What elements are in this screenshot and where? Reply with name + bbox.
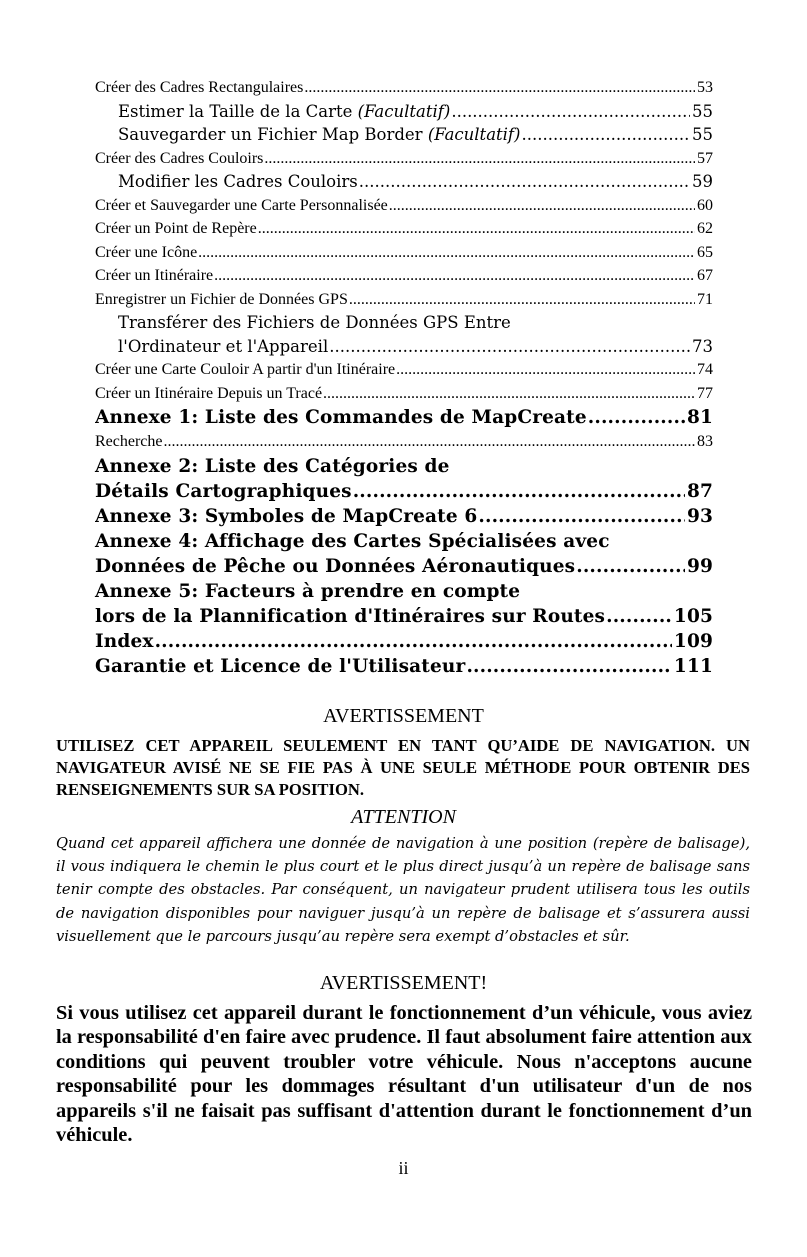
toc-entry-page: 71 (697, 290, 713, 308)
toc-entry-title-line1[interactable]: Annexe 4: Affichage des Cartes Spécialisées avec (95, 530, 610, 552)
toc-entry-title: Enregistrer un Fichier de Données GPS (95, 290, 348, 308)
toc-entry[interactable] (95, 358, 713, 382)
toc-entry[interactable] (95, 241, 713, 265)
toc-entry[interactable] (95, 382, 713, 406)
toc-entry-page: 73 (692, 336, 713, 356)
toc-entry-page: 55 (692, 125, 713, 144)
toc-entry[interactable] (95, 479, 713, 504)
toc-entry-page: 99 (686, 555, 713, 577)
toc-leader (451, 100, 690, 124)
toc-leader (304, 76, 695, 100)
table-of-contents (95, 76, 713, 679)
toc-entry[interactable] (95, 264, 713, 288)
toc-entry[interactable] (95, 147, 713, 171)
toc-leader (353, 479, 685, 504)
toc-entry-title: Créer des Cadres Rectangulaires (95, 79, 304, 96)
toc-leader (214, 264, 695, 288)
toc-leader (466, 654, 671, 679)
toc-entry[interactable] (95, 554, 713, 579)
toc-entry-title: Index (95, 630, 154, 652)
toc-entry-title: Détails Cartographiques (95, 480, 352, 502)
toc-entry[interactable] (95, 170, 713, 194)
toc-entry-title-line1[interactable]: Annexe 5: Facteurs à prendre en compte (95, 580, 521, 602)
toc-entry-page: 59 (692, 172, 713, 191)
toc-leader (478, 504, 685, 529)
toc-entry[interactable] (95, 654, 713, 679)
toc-entry-title: Garantie et Licence de l'Utilisateur (95, 655, 466, 677)
toc-entry-title-line1[interactable]: Annexe 2: Liste des Catégories de (95, 455, 450, 477)
toc-leader (323, 382, 695, 406)
toc-leader (329, 335, 690, 359)
toc-entry-page: 57 (697, 149, 713, 167)
toc-leader (164, 430, 695, 454)
toc-entry[interactable] (95, 335, 713, 359)
toc-entry-title: Créer une Icône (95, 243, 198, 261)
toc-entry-page: 81 (686, 407, 713, 428)
toc-leader (198, 241, 695, 265)
toc-entry-page: 111 (673, 655, 713, 677)
toc-entry[interactable] (95, 604, 713, 629)
attention-title: ATTENTION (351, 806, 456, 828)
toc-leader (349, 288, 695, 312)
toc-entry-page: 77 (697, 384, 713, 402)
warning2-title: AVERTISSEMENT! (319, 972, 488, 994)
toc-entry[interactable] (95, 288, 713, 312)
toc-entry-page: 67 (697, 267, 713, 284)
toc-leader (588, 405, 685, 430)
toc-entry[interactable] (95, 123, 713, 147)
toc-entry[interactable] (95, 194, 713, 218)
toc-entry-title: Estimer la Taille de la Carte (Facultatif) (118, 101, 451, 121)
toc-entry-page: 62 (697, 220, 713, 237)
toc-entry-title: Créer un Itinéraire (95, 267, 214, 284)
warning-title: AVERTISSEMENT (323, 705, 484, 727)
toc-entry[interactable] (95, 405, 713, 430)
toc-entry-title: Données de Pêche ou Données Aéronautiques (95, 555, 576, 577)
toc-entry[interactable] (95, 504, 713, 529)
toc-leader (359, 170, 690, 194)
toc-leader (606, 604, 672, 629)
page-number: ii (398, 1158, 409, 1178)
toc-entry-page: 93 (686, 505, 713, 527)
toc-entry-page: 60 (697, 196, 713, 214)
toc-entry-title: Annexe 1: Liste des Commandes de MapCreate (95, 407, 587, 428)
toc-entry[interactable] (95, 100, 713, 124)
toc-entry-title: Annexe 3: Symboles de MapCreate 6 (95, 505, 478, 527)
toc-leader (155, 629, 672, 654)
toc-entry-page: 105 (673, 605, 713, 627)
toc-entry-page: 83 (697, 433, 713, 450)
toc-leader (576, 554, 685, 579)
toc-entry-title-line1[interactable]: Transférer des Fichiers de Données GPS Entre (118, 313, 511, 332)
toc-entry[interactable] (95, 430, 713, 454)
toc-entry-title: Créer un Itinéraire Depuis un Tracé (95, 384, 323, 402)
toc-entry-title: Créer des Cadres Couloirs (95, 149, 264, 167)
warning2-text: Si vous utilisez cet appareil durant le fonctionnement d’un véhicule, vous aviez la responsabilité d'en faire avec prudence. Il faut absolument faire attention aux conditions qui peuvent troubler votre véhicule. Nous n'acceptons aucune responsabilité pour les dommages résultant d'un utilisateur d'un de nos appareils s'il ne faisait pas suffisant d'attention durant le fonctionnement d’un véhicule. (56, 1002, 752, 1147)
toc-entry-page: 74 (697, 361, 713, 378)
warning-text: UTILISEZ CET APPAREIL SEULEMENT EN TANT QU’AIDE DE NAVIGATION. UN NAVIGATEUR AVISÉ NE SE FIE PAS À UNE SEULE MÉTHODE POUR OBTENIR DES RENSEIGNEMENTS SUR SA POSITION. (56, 736, 750, 799)
toc-entry[interactable] (95, 217, 713, 241)
toc-leader (389, 194, 695, 218)
attention-text: Quand cet appareil affichera une donnée de navigation à une position (repère de balisage), il vous indiquera le chemin le plus court et le plus direct jusqu’à un repère de balisage sans tenir compte des obstacles. Par conséquent, un navigateur prudent utilisera tous les outils de navigation disponibles pour naviguer jusqu’à un repère de balisage et s’assurera aussi visuellement que le parcours jusqu’au repère sera exempt d’obstacles et sûr. (56, 835, 750, 945)
toc-entry-page: 55 (692, 101, 713, 121)
toc-entry-title: Créer un Point de Repère (95, 220, 257, 237)
toc-entry-title: Recherche (95, 433, 163, 450)
toc-entry-page: 65 (697, 243, 713, 261)
toc-entry-page: 87 (686, 480, 713, 502)
toc-entry-title: Créer une Carte Couloir A partir d'un Itinéraire (95, 361, 396, 378)
toc-entry-title: lors de la Plannification d'Itinéraires sur Routes (95, 605, 606, 627)
toc-leader (264, 147, 695, 171)
toc-entry-title: Modifier les Cadres Couloirs (118, 172, 358, 191)
toc-entry-page: 53 (697, 79, 713, 96)
toc-entry-title: l'Ordinateur et l'Appareil (118, 336, 329, 356)
toc-entry[interactable] (95, 76, 713, 100)
toc-entry-title: Sauvegarder un Fichier Map Border (Facultatif) (118, 125, 521, 144)
toc-entry[interactable] (95, 629, 713, 654)
toc-entry-page: 109 (673, 630, 713, 652)
toc-leader (258, 217, 695, 241)
toc-leader (521, 123, 690, 147)
toc-entry-title: Créer et Sauvegarder une Carte Personnalisée (95, 196, 388, 214)
toc-leader (396, 358, 695, 382)
